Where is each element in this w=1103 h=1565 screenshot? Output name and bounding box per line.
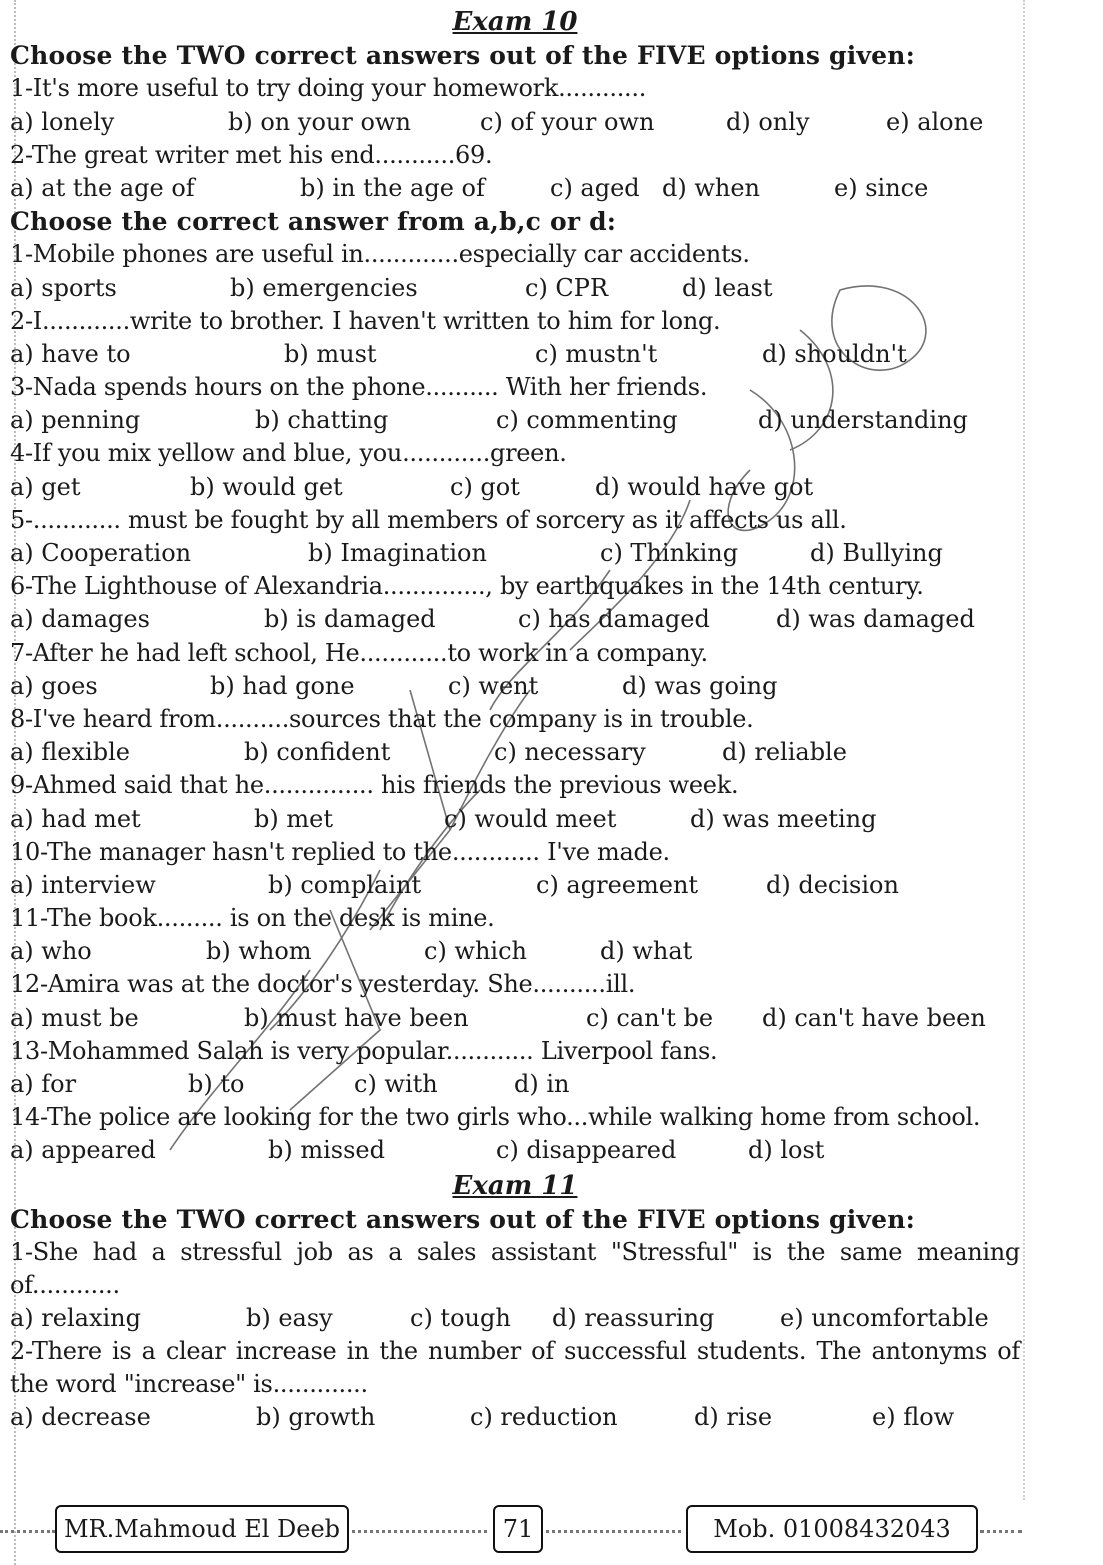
- mobile-box: Mob. 01008432043: [686, 1505, 978, 1553]
- option[interactable]: c) aged: [550, 173, 640, 202]
- option[interactable]: a) goes: [10, 671, 98, 700]
- option[interactable]: d) Bullying: [810, 539, 943, 567]
- exam-11-title: Exam 11: [452, 1170, 578, 1201]
- option[interactable]: b) on your own: [228, 107, 411, 136]
- option[interactable]: a) lonely: [10, 107, 115, 136]
- option[interactable]: a) Cooperation: [10, 539, 192, 567]
- question-text: 11-The book......... is on the desk is mine.: [10, 904, 495, 933]
- section-heading-two-answers-11: Choose the TWO correct answers out of the FIVE options given:: [10, 1204, 916, 1234]
- option[interactable]: b) missed: [268, 1136, 385, 1165]
- option[interactable]: d) only: [726, 107, 810, 136]
- option[interactable]: a) relaxing: [10, 1303, 141, 1332]
- option[interactable]: c) went: [448, 671, 539, 700]
- option[interactable]: d) what: [600, 937, 693, 966]
- option[interactable]: c) has damaged: [518, 605, 710, 634]
- option[interactable]: d) was meeting: [690, 804, 877, 833]
- question-text: 4-If you mix yellow and blue, you............green.: [10, 439, 567, 468]
- options-row: [10, 803, 1020, 836]
- option[interactable]: a) must be: [10, 1003, 139, 1032]
- question-text: 2-The great writer met his end...........69.: [10, 140, 493, 169]
- options-row: [10, 1401, 1020, 1434]
- option[interactable]: a) decrease: [10, 1403, 151, 1432]
- option[interactable]: c) would meet: [444, 804, 617, 833]
- question-text: 12-Amira was at the doctor's yesterday. She..........ill.: [10, 970, 636, 999]
- option[interactable]: a) damages: [10, 605, 150, 634]
- option[interactable]: b) is damaged: [264, 605, 436, 634]
- option[interactable]: a) had met: [10, 804, 141, 833]
- footer-dots-mid-right: [546, 1530, 681, 1533]
- option[interactable]: d) least: [682, 273, 773, 302]
- option[interactable]: c) disappeared: [496, 1136, 677, 1165]
- option[interactable]: d) shouldn't: [762, 339, 907, 368]
- exam-10-title: Exam 10: [452, 7, 578, 37]
- option[interactable]: a) appeared: [10, 1136, 156, 1165]
- exam-content: [10, 6, 1020, 1434]
- option[interactable]: e) flow: [872, 1403, 955, 1432]
- question-text: 1-She had a stressful job as a sales assistant "Stressful" is the same meaning of............: [10, 1237, 1020, 1299]
- options-row: [10, 670, 1020, 703]
- option[interactable]: a) for: [10, 1070, 77, 1098]
- option[interactable]: c) tough: [410, 1303, 511, 1332]
- option[interactable]: b) growth: [256, 1403, 376, 1432]
- options-row: [10, 1134, 1020, 1167]
- question-text: 9-Ahmed said that he............... his friends the previous week.: [10, 771, 739, 800]
- option[interactable]: c) with: [354, 1070, 438, 1098]
- question-text: 1-It's more useful to try doing your homework............: [10, 74, 647, 103]
- options-row: [10, 272, 1020, 305]
- question-text: 14-The police are looking for the two girls who...while walking home from school.: [10, 1103, 981, 1132]
- option[interactable]: a) have to: [10, 339, 131, 368]
- option[interactable]: b) must have been: [244, 1003, 469, 1032]
- author-box: MR.Mahmoud El Deeb: [55, 1505, 349, 1553]
- footer-dots-right: [980, 1530, 1022, 1533]
- option[interactable]: d) would have got: [595, 472, 814, 501]
- question-text: 5-............ must be fought by all members of sorcery as it affects us all.: [10, 505, 847, 534]
- option[interactable]: b) emergencies: [230, 273, 418, 302]
- options-row: [10, 1002, 1020, 1035]
- options-row: [10, 935, 1020, 968]
- option[interactable]: a) interview: [10, 870, 156, 899]
- options-row: [10, 1302, 1020, 1335]
- question-text: 1-Mobile phones are useful in.............especially car accidents.: [10, 240, 750, 269]
- option[interactable]: b) confident: [244, 738, 391, 767]
- question-text: 8-I've heard from..........sources that the company is in trouble.: [10, 704, 754, 733]
- option[interactable]: b) complaint: [268, 870, 422, 899]
- option[interactable]: d) rise: [694, 1403, 773, 1432]
- options-row: [10, 404, 1020, 437]
- page-edge-right: [1023, 0, 1035, 1500]
- option[interactable]: d) reliable: [722, 738, 847, 767]
- option[interactable]: d) reassuring: [552, 1303, 715, 1332]
- option[interactable]: b) easy: [246, 1303, 333, 1332]
- page-footer: [0, 1505, 1103, 1557]
- question-text: 6-The Lighthouse of Alexandria.............., by earthquakes in the 14th century.: [10, 572, 924, 601]
- page-number: 71: [493, 1505, 543, 1553]
- option[interactable]: b) would get: [190, 472, 343, 501]
- option[interactable]: e) alone: [886, 107, 984, 136]
- option[interactable]: a) flexible: [10, 738, 130, 767]
- question-text: 2-There is a clear increase in the number of successful students. The antonyms of the word "increase" is.............: [10, 1337, 1020, 1399]
- option[interactable]: c) got: [450, 472, 520, 501]
- option[interactable]: b) must: [284, 339, 377, 368]
- option[interactable]: c) of your own: [480, 107, 655, 136]
- footer-dots-left: [0, 1530, 55, 1533]
- option[interactable]: e) uncomfortable: [780, 1303, 989, 1332]
- option[interactable]: a) get: [10, 472, 81, 501]
- option[interactable]: a) at the age of: [10, 173, 195, 202]
- option[interactable]: b) Imagination: [308, 539, 487, 567]
- option[interactable]: d) lost: [748, 1136, 825, 1165]
- options-row: [10, 338, 1020, 371]
- option[interactable]: c) which: [424, 937, 528, 966]
- options-row: [10, 1068, 1020, 1101]
- question-text: 7-After he had left school, He............to work in a company.: [10, 638, 708, 667]
- option[interactable]: c) agreement: [536, 870, 699, 899]
- mcq-list: [10, 238, 1020, 1167]
- option[interactable]: b) had gone: [210, 671, 355, 700]
- option[interactable]: b) chatting: [255, 406, 389, 435]
- question-text: 13-Mohammed Salah is very popular............ Liverpool fans.: [10, 1036, 718, 1065]
- option[interactable]: b) whom: [206, 937, 312, 966]
- option[interactable]: e) since: [834, 173, 929, 202]
- options-row: [10, 172, 1020, 205]
- options-row: [10, 106, 1020, 139]
- option[interactable]: c) can't be: [586, 1003, 714, 1032]
- option[interactable]: b) to: [188, 1070, 245, 1098]
- option[interactable]: c) necessary: [494, 738, 646, 767]
- option[interactable]: c) reduction: [470, 1403, 618, 1432]
- section-heading-abcd: Choose the correct answer from a,b,c or d:: [10, 207, 617, 237]
- option[interactable]: d) can't have been: [762, 1003, 986, 1032]
- options-row: [10, 537, 1020, 570]
- option[interactable]: c) Thinking: [600, 539, 739, 567]
- options-row: [10, 869, 1020, 902]
- options-row: [10, 736, 1020, 769]
- option[interactable]: a) sports: [10, 273, 117, 302]
- option[interactable]: d) understanding: [758, 406, 968, 435]
- options-row: [10, 603, 1020, 636]
- option[interactable]: c) commenting: [496, 406, 678, 435]
- option[interactable]: a) penning: [10, 406, 141, 435]
- question-text: 10-The manager hasn't replied to the............ I've made.: [10, 837, 670, 866]
- option[interactable]: b) met: [254, 804, 333, 833]
- option[interactable]: d) in: [514, 1070, 570, 1098]
- option[interactable]: d) when: [662, 173, 761, 202]
- option[interactable]: a) who: [10, 937, 92, 966]
- options-row: [10, 471, 1020, 504]
- footer-dots-mid-left: [352, 1530, 487, 1533]
- option[interactable]: b) in the age of: [300, 173, 485, 202]
- section-heading-two-answers: Choose the TWO correct answers out of the FIVE options given:: [10, 41, 916, 71]
- question-text: 3-Nada spends hours on the phone.......... With her friends.: [10, 373, 708, 402]
- question-text: 2-I............write to brother. I haven't written to him for long.: [10, 306, 721, 335]
- option[interactable]: d) was damaged: [776, 605, 975, 634]
- option[interactable]: d) was going: [622, 671, 778, 700]
- option[interactable]: c) mustn't: [535, 339, 658, 368]
- option[interactable]: c) CPR: [525, 273, 609, 302]
- option[interactable]: d) decision: [766, 870, 899, 899]
